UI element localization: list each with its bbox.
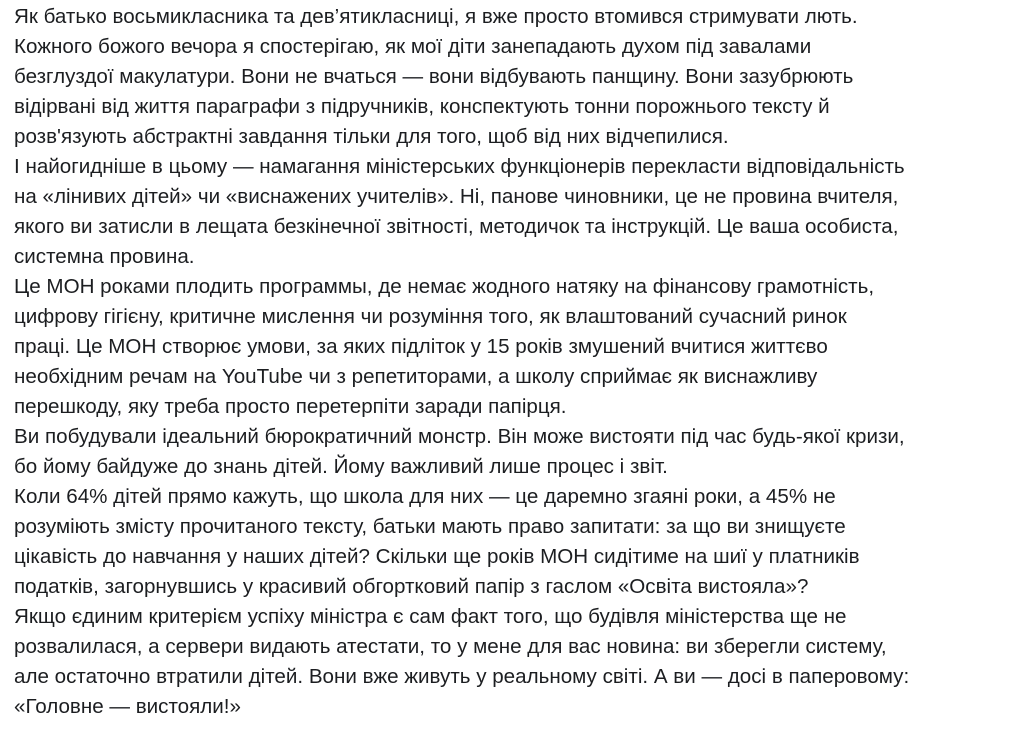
post-text-line: якого ви затисли в лещата безкінечної звітності, методичок та інструкцій. Це ваша особиста,: [14, 215, 899, 238]
post-text-line: Ви побудували ідеальний бюрократичний монстр. Він може вистояти під час будь-якої кризи,: [14, 425, 905, 448]
post-text-line: Кожного божого вечора я спостерігаю, як мої діти занепадають духом під завалами: [14, 35, 812, 58]
post-text-line: на «лінивих дітей» чи «виснажених учителів». Ні, панове чиновники, це не провина вчителя,: [14, 185, 899, 208]
post-text-line: розвалилася, а сервери видають атестати, то у мене для вас новина: ви зберегли систему,: [14, 635, 887, 658]
post-text-line: цікавість до навчання у наших дітей? Скільки ще років МОН сидітиме на шиї у платників: [14, 545, 860, 568]
post-text-line: необхідним речам на YouTube чи з репетиторами, а школу сприймає як виснажливу: [14, 365, 818, 388]
post-text-line: Це МОН роками плодить программы, де немає жодного натяку на фінансову грамотність,: [14, 275, 875, 298]
post-text-line: Коли 64% дітей прямо кажуть, що школа для них — це даремно згаяні роки, а 45% не: [14, 485, 836, 508]
post-text-line: перешкоду, яку треба просто перетерпіти заради папірця.: [14, 395, 567, 418]
post-text-line: але остаточно втратили дітей. Вони вже живуть у реальному світі. А ви — досі в паперовому:: [14, 665, 910, 688]
post-text-line: Як батько восьмикласника та дев’ятикласниці, я вже просто втомився стримувати лють.: [14, 5, 858, 28]
post-text-line: системна провина.: [14, 245, 195, 268]
post-text-line: бо йому байдуже до знань дітей. Йому важливий лише процес і звіт.: [14, 455, 668, 478]
post-text-line: відірвані від життя параграфи з підручників, конспектують тонни порожнього тексту й: [14, 95, 830, 118]
post-text-line: розв'язують абстрактні завдання тільки для того, щоб від них відчепилися.: [14, 125, 729, 148]
post-text-line: праці. Це МОН створює умови, за яких підліток у 15 років змушений вчитися життєво: [14, 335, 828, 358]
post-text-line: Якщо єдиним критерієм успіху міністра є сам факт того, що будівля міністерства ще не: [14, 605, 847, 628]
post-text-line: безглуздої макулатури. Вони не вчаться — вони відбувають панщину. Вони зазубрюють: [14, 65, 854, 88]
post-text-line: розуміють змісту прочитаного тексту, батьки мають право запитати: за що ви знищуєте: [14, 515, 846, 538]
post-text-line: податків, загорнувшись у красивий обгортковий папір з гаслом «Освіта вистояла»?: [14, 575, 809, 598]
post-text-line: І найогидніше в цьому — намагання міністерських функціонерів перекласти відповідальність: [14, 155, 905, 178]
post-text-line: «Головне — вистояли!»: [14, 695, 241, 718]
post-text-line: цифрову гігієну, критичне мислення чи розуміння того, як влаштований сучасний ринок: [14, 305, 847, 328]
